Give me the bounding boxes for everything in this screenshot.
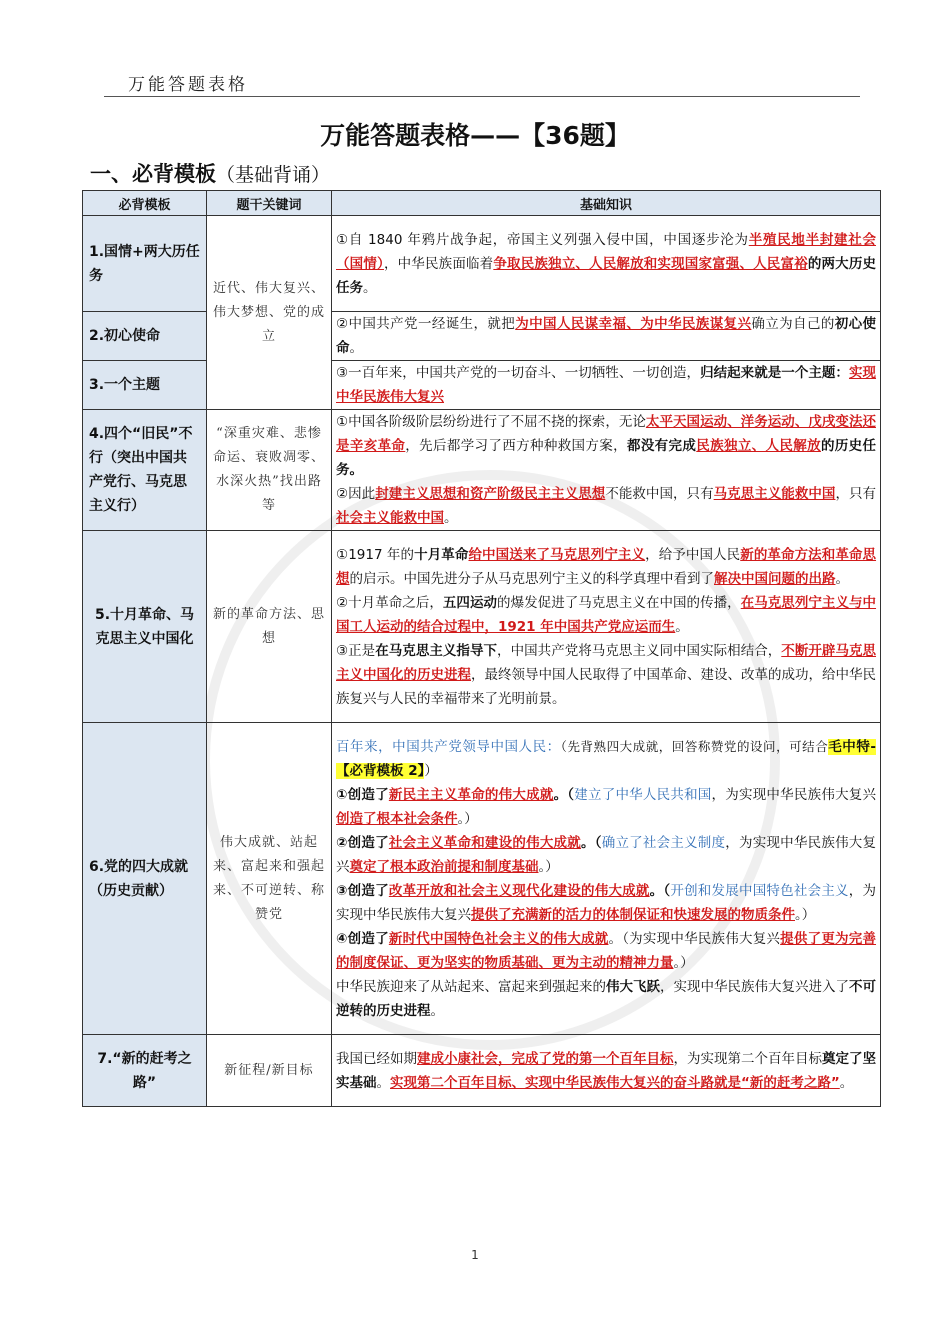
key-phrase: 争取民族独立、人民解放和实现国家富强、人民富裕 <box>493 255 808 272</box>
text-run: ①中国各阶级阶层纷纷进行了不屈不挠的探索，无论 <box>336 414 646 430</box>
bold-phrase: 伟大飞跃 <box>606 978 660 995</box>
keyword-cell: 近代、伟大复兴、伟大梦想、党的成立 <box>207 216 332 410</box>
text-run: ③正是 <box>336 642 376 659</box>
template-label: 2.初心使命 <box>83 312 207 361</box>
text-run: ②因此 <box>336 486 376 502</box>
text-run: ①1917 年的 <box>336 546 415 563</box>
knowledge-paragraph <box>332 735 880 783</box>
knowledge-paragraph <box>332 482 880 530</box>
text-run: 。 <box>839 1074 854 1091</box>
knowledge-cell <box>332 216 881 312</box>
knowledge-paragraph <box>332 228 880 300</box>
table-row <box>83 410 881 531</box>
section-subtitle: （基础背诵） <box>216 164 331 186</box>
text-run: 的启示。中国先进分子从马克思列宁主义的科学真理中看到了 <box>349 570 714 587</box>
knowledge-paragraph <box>332 312 880 360</box>
key-phrase: 新民主主义革命的伟大成就 <box>388 786 554 803</box>
knowledge-paragraph <box>332 879 880 927</box>
page-header: 万能答题表格 <box>128 75 248 95</box>
text-run: 。 <box>675 618 689 635</box>
bold-phrase: 十月革命 <box>414 546 469 563</box>
key-phrase: 提供了更为完善的制度保证、更为坚实的物质基础、更为主动的精神力量 <box>336 930 877 971</box>
page-number: 1 <box>471 1248 479 1262</box>
table-row <box>83 361 881 410</box>
knowledge-cell <box>332 723 881 1035</box>
key-phrase: 实现第二个百年目标、实现中华民族伟大复兴的奋斗路就是“新的赶考之路” <box>390 1074 840 1091</box>
text-run: 。 <box>363 279 377 296</box>
bold-phrase: 。（ <box>649 882 671 899</box>
key-phrase: 实现中华民族伟大复兴 <box>336 365 877 405</box>
text-run: 。 <box>835 570 849 587</box>
table-row <box>83 312 881 361</box>
template-label: 5.十月革命、马克思主义中国化 <box>83 531 207 723</box>
text-run: ，中华民族面临着 <box>383 255 494 272</box>
key-phrase: 提供了充满新的活力的体制保证和快速发展的物质条件 <box>471 906 795 923</box>
text-run: 。） <box>457 810 478 827</box>
key-phrase: 在马克思列宁主义与中国工人运动的结合过程中，1921 年中国共产党应运而生 <box>336 594 877 635</box>
text-run: ②中国共产党一经诞生，就把 <box>336 316 516 332</box>
text-run: ，为实现中华民族伟大复兴 <box>336 882 877 923</box>
key-phrase: 封建主义思想和资产阶级民主主义思想 <box>375 486 606 502</box>
text-run: 确立为自己的 <box>751 316 835 332</box>
text-run: 不能救中国，只有 <box>605 486 714 502</box>
text-run: 。 <box>430 1002 444 1019</box>
key-phrase: 马克思主义能救中国 <box>713 486 836 502</box>
text-run: ，只有 <box>835 486 877 502</box>
text-run: 。） <box>795 906 816 923</box>
knowledge-cell <box>332 361 881 410</box>
blue-phrase: 确立了社会主义制度 <box>601 834 726 851</box>
bold-phrase: 。（ <box>581 834 602 851</box>
key-phrase: 民族独立、人民解放 <box>696 438 821 454</box>
knowledge-paragraph <box>332 639 880 711</box>
template-label: 3.一个主题 <box>83 361 207 410</box>
section-heading: 一、必背模板 <box>90 162 216 186</box>
text-run: ①自 1840 年鸦片战争起，帝国主义列强入侵中国，中国逐步沦为 <box>336 231 749 248</box>
key-phrase: 新的革命方法和革命思想 <box>336 546 877 587</box>
text-run: ，最终领导中国人民取得了中国革命、建设、改革的成功，给中华民族复兴与人民的幸福带来了光明前景。 <box>336 666 876 707</box>
text-run: ，为实现中华民族伟大复兴 <box>711 786 877 803</box>
knowledge-paragraph <box>332 927 880 975</box>
knowledge-cell <box>332 312 881 361</box>
bold-phrase: 不可逆转的历史进程 <box>336 978 876 1019</box>
bold-phrase: 。（ <box>553 786 575 803</box>
bold-phrase: 五四运动 <box>442 594 498 611</box>
key-phrase: 新时代中国特色社会主义的伟大成就 <box>388 930 609 947</box>
bold-phrase: 都没有完成 <box>626 438 697 454</box>
table-row <box>83 531 881 723</box>
key-phrase: 为中国人民谋幸福、为中华民族谋复兴 <box>515 316 752 332</box>
knowledge-paragraph <box>332 831 880 879</box>
bold-phrase: 在马克思主义指导下 <box>375 642 498 659</box>
text-run: 我国已经如期 <box>336 1050 417 1067</box>
section-title <box>90 158 330 188</box>
blue-phrase: 开创和发展中国特色社会主义 <box>670 882 849 899</box>
knowledge-cell <box>332 531 881 723</box>
template-label: 7.“新的赶考之路” <box>83 1035 207 1107</box>
key-phrase: 给中国送来了马克思列宁主义 <box>468 546 646 563</box>
text-run: 。 <box>376 1074 390 1091</box>
key-phrase: 奠定了根本政治前提和制度基础 <box>349 858 539 875</box>
knowledge-paragraph <box>332 783 880 831</box>
text-run: ，中国共产党将马克思主义同中国实际相结合， <box>497 642 782 659</box>
keyword-cell: 伟大成就、站起来、富起来和强起来、不可逆转、称赞党 <box>207 723 332 1035</box>
bold-phrase: ①创造了 <box>336 786 389 803</box>
text-run: 。 <box>444 510 458 526</box>
header-keywords: 题干关键词 <box>207 191 332 216</box>
table-row <box>83 723 881 1035</box>
key-phrase: 社会主义革命和建设的伟大成就 <box>388 834 582 851</box>
bold-phrase: 初心使命 <box>336 316 877 356</box>
text-run: ，给予中国人民 <box>645 546 741 563</box>
key-phrase: 解决中国问题的出路 <box>714 570 836 587</box>
text-run: 。（为实现中华民族伟大复兴 <box>608 930 781 947</box>
table-header-row <box>83 191 881 216</box>
bold-phrase: ③创造了 <box>336 882 389 899</box>
key-phrase: 社会主义能救中国 <box>336 510 444 526</box>
key-phrase: 太平天国运动、洋务运动、戊戌变法还是辛亥革命 <box>336 414 876 454</box>
text-run: ，为实现中华民族伟大复兴 <box>336 834 877 875</box>
key-phrase: 改革开放和社会主义现代化建设的伟大成就 <box>388 882 650 899</box>
keyword-cell: “深重灾难、悲惨命运、衰败凋零、水深火热”找出路等 <box>207 410 332 531</box>
text-run: 百年来，中国共产党领导中国人民： <box>336 738 561 755</box>
bold-phrase: ④创造了 <box>336 930 389 947</box>
bold-phrase: 奠定了坚实基础 <box>336 1050 876 1091</box>
bold-phrase: 归结起来就是一个主题： <box>700 365 849 381</box>
text-run: ②十月革命之后， <box>336 594 443 611</box>
key-phrase: 不断开辟马克思主义中国化的历史进程 <box>336 642 877 683</box>
template-label: 6.党的四大成就（历史贡献） <box>83 723 207 1035</box>
knowledge-paragraph <box>332 591 880 639</box>
bold-phrase: 的历史任务。 <box>336 438 877 478</box>
bold-phrase: ②创造了 <box>336 834 389 851</box>
text-run: 。） <box>673 954 694 971</box>
key-phrase: 建成小康社会，完成了党的第一个百年目标 <box>417 1050 674 1067</box>
text-run: ，先后都学习了西方种种救国方案， <box>405 438 627 454</box>
keyword-cell: 新征程/新目标 <box>207 1035 332 1107</box>
text-run: ，为实现第二个百年目标 <box>673 1050 822 1067</box>
key-phrase: 半殖民地半封建社会（国情） <box>336 231 877 272</box>
key-phrase: 创造了根本社会条件 <box>336 810 458 827</box>
highlighted-reference: 毛中特-【必背模板 2】 <box>336 738 876 779</box>
note-text: （先背熟四大成就，回答称赞党的设问，可结合 <box>560 738 829 754</box>
bold-phrase: 的两大历史任务 <box>336 255 877 296</box>
knowledge-paragraph <box>332 361 880 409</box>
text-run: 的爆发促进了马克思主义在中国的传播， <box>497 594 741 611</box>
template-table <box>82 190 881 1107</box>
table-row <box>83 216 881 312</box>
template-label: 4.四个“旧民”不行（突出中国共产党行、马克思主义行） <box>83 410 207 531</box>
template-label: 1.国情+两大历任务 <box>83 216 207 312</box>
document-title: 万能答题表格——【36题】 <box>320 121 630 150</box>
text-run: 。 <box>349 340 363 356</box>
header-template: 必背模板 <box>83 191 207 216</box>
header-divider <box>104 96 860 97</box>
header-knowledge: 基础知识 <box>332 191 881 216</box>
blue-phrase: 建立了中华人民共和国 <box>574 786 712 803</box>
text-run: ） <box>424 762 438 779</box>
knowledge-paragraph <box>332 975 880 1023</box>
text-run: 。） <box>538 858 559 875</box>
knowledge-paragraph <box>332 410 880 482</box>
knowledge-cell <box>332 410 881 531</box>
table-row <box>83 1035 881 1107</box>
knowledge-paragraph <box>332 543 880 591</box>
knowledge-cell <box>332 1035 881 1107</box>
keyword-cell: 新的革命方法、思想 <box>207 531 332 723</box>
text-run: ，实现中华民族伟大复兴进入了 <box>660 978 849 995</box>
knowledge-paragraph <box>332 1047 880 1095</box>
text-run: 中华民族迎来了从站起来、富起来到强起来的 <box>336 978 606 995</box>
text-run: ③一百年来，中国共产党的一切奋斗、一切牺牲、一切创造， <box>336 365 701 381</box>
